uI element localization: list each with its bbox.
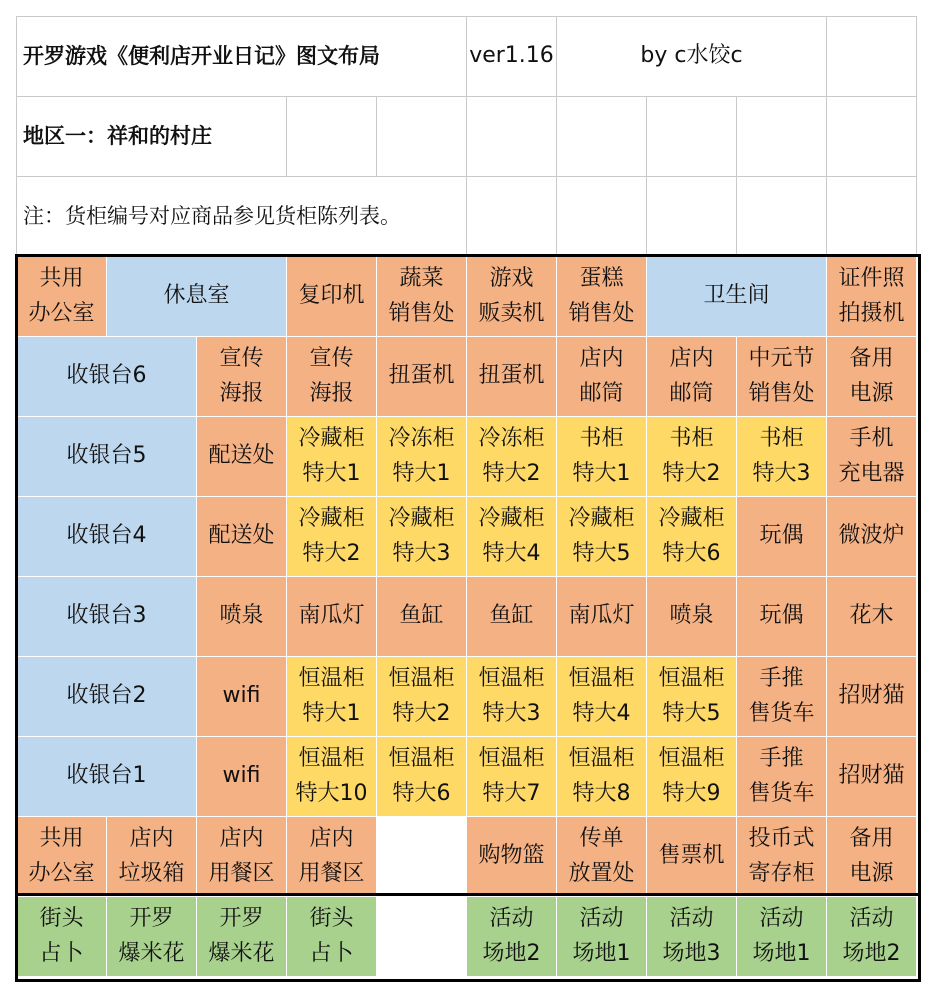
- floor-cell-label: 电源: [849, 380, 894, 406]
- floor-cell: [287, 897, 377, 977]
- floor-cell: [197, 577, 287, 657]
- floor-cell-label: 特大5: [662, 700, 721, 726]
- empty-cell: [827, 97, 917, 177]
- floor-cell-label: 拍摄机: [838, 300, 905, 326]
- empty-cell: [647, 97, 737, 177]
- empty-cell: [467, 97, 557, 177]
- floor-cell-label: wifi: [222, 763, 261, 789]
- floor-cell: [377, 577, 467, 657]
- floor-cell-label: 招财猫: [838, 683, 905, 709]
- floor-cell: [107, 897, 197, 977]
- floor-cell-label: 冷藏柜: [568, 506, 635, 532]
- floor-row: [17, 257, 917, 337]
- floor-cell-label: 邮筒: [669, 380, 714, 406]
- floor-cell: [737, 577, 827, 657]
- floor-cell: [197, 337, 287, 417]
- floor-cell: [557, 897, 647, 977]
- floor-cell-label: 配送处: [208, 523, 275, 549]
- floor-cell: [467, 337, 557, 417]
- floor-cell: [287, 497, 377, 577]
- floor-cell: [17, 417, 197, 497]
- floor-cell-label: 游戏: [489, 266, 534, 292]
- floor-cell-label: 花木: [849, 603, 894, 629]
- floor-cell-label: 恒温柜: [658, 746, 725, 772]
- layout-sheet: [16, 16, 917, 977]
- floor-cell: [287, 417, 377, 497]
- floor-cell-label: 特大4: [482, 540, 541, 566]
- floor-cell-label: 用餐区: [208, 860, 275, 886]
- area-title: 地区一：祥和的村庄: [17, 97, 287, 177]
- floor-cell-label: 开罗: [129, 906, 174, 932]
- floor-cell-label: 特大2: [662, 460, 721, 486]
- floor-cell: [197, 497, 287, 577]
- floor-cell-label: 店内: [579, 346, 624, 372]
- floor-cell: [197, 897, 287, 977]
- floor-cell-label: 恒温柜: [298, 666, 365, 692]
- floor-cell-label: 扭蛋机: [388, 363, 455, 389]
- floor-cell-label: 恒温柜: [388, 666, 455, 692]
- floor-cell-label: 海报: [219, 380, 264, 406]
- floor-cell-label: 喷泉: [219, 603, 264, 629]
- floor-cell-label: 书柜: [759, 426, 804, 452]
- floor-cell-label: 特大3: [482, 700, 541, 726]
- floor-cell-label: 传单: [579, 826, 624, 852]
- floor-cell-label: 收银台5: [66, 443, 147, 469]
- floor-cell: [827, 897, 917, 977]
- floor-cell: [647, 737, 737, 817]
- floor-cell-label: 收银台1: [66, 763, 147, 789]
- floor-cell-label: 蛋糕: [579, 266, 624, 292]
- floor-row: [17, 497, 917, 577]
- floor-cell-label: 寄存柜: [748, 860, 815, 886]
- floor-cell-label: 恒温柜: [568, 746, 635, 772]
- floor-cell: [737, 817, 827, 897]
- floor-cell-label: 开罗: [219, 906, 264, 932]
- floor-cell-label: 活动: [489, 906, 534, 932]
- floor-cell: [17, 737, 197, 817]
- floor-cell-label: 鱼缸: [489, 603, 534, 629]
- floor-cell: [197, 737, 287, 817]
- floor-cell: [17, 817, 107, 897]
- empty-cell: [557, 97, 647, 177]
- floor-cell: [557, 497, 647, 577]
- floor-cell: [377, 497, 467, 577]
- floor-cell: [287, 337, 377, 417]
- floor-cell-label: 街头: [309, 906, 354, 932]
- floor-cell-label: 占卜: [39, 940, 84, 966]
- floor-cell-label: 街头: [39, 906, 84, 932]
- floor-cell-label: 备用: [849, 346, 894, 372]
- empty-cell: [737, 97, 827, 177]
- floor-cell: [467, 577, 557, 657]
- floor-cell: [377, 417, 467, 497]
- floor-cell-label: 场地3: [662, 940, 721, 966]
- floor-cell-label: 南瓜灯: [298, 603, 365, 629]
- floor-row: [17, 897, 917, 977]
- floor-row: [17, 657, 917, 737]
- floor-cell-label: 充电器: [838, 460, 905, 486]
- floor-cell: [17, 577, 197, 657]
- author-label: by c水饺c: [557, 17, 827, 97]
- floor-cell-label: 投币式: [748, 826, 815, 852]
- floor-cell-label: 爆米花: [118, 940, 185, 966]
- floor-cell-label: 恒温柜: [478, 746, 545, 772]
- floor-cell: [647, 577, 737, 657]
- floor-cell-label: 特大7: [482, 780, 541, 806]
- floor-cell-label: 办公室: [28, 300, 95, 326]
- floor-row: [17, 337, 917, 417]
- floor-cell: [287, 577, 377, 657]
- floor-cell-label: 配送处: [208, 443, 275, 469]
- floor-cell: [287, 737, 377, 817]
- floor-cell-label: 特大1: [302, 460, 361, 486]
- floor-cell-label: 特大1: [302, 700, 361, 726]
- floor-cell-label: 恒温柜: [298, 746, 365, 772]
- floor-cell: [17, 897, 107, 977]
- floor-cell-label: 店内: [219, 826, 264, 852]
- floor-cell: [377, 337, 467, 417]
- floor-cell-label: 恒温柜: [658, 666, 725, 692]
- floor-cell: [737, 657, 827, 737]
- empty-cell: [377, 817, 467, 897]
- floor-cell: [827, 577, 917, 657]
- floor-cell: [557, 257, 647, 337]
- floor-cell-label: 占卜: [309, 940, 354, 966]
- floor-cell: [467, 737, 557, 817]
- floor-cell: [827, 817, 917, 897]
- floor-cell-label: 店内: [129, 826, 174, 852]
- floor-cell-label: 特大5: [572, 540, 631, 566]
- floor-cell: [737, 897, 827, 977]
- empty-cell: [287, 97, 377, 177]
- floor-cell: [17, 337, 197, 417]
- floor-cell-label: 场地1: [752, 940, 811, 966]
- floor-cell-label: 特大2: [482, 460, 541, 486]
- floor-cell: [107, 257, 287, 337]
- floor-cell-label: 特大1: [392, 460, 451, 486]
- empty-cell: [377, 897, 467, 977]
- floor-cell-label: 收银台4: [66, 523, 147, 549]
- floor-cell-label: 玩偶: [759, 603, 804, 629]
- floor-cell-label: 卫生间: [703, 283, 770, 309]
- floor-cell-label: 销售处: [388, 300, 455, 326]
- floor-cell: [377, 657, 467, 737]
- floor-cell-label: 冷藏柜: [478, 506, 545, 532]
- floor-cell-label: 售货车: [748, 780, 815, 806]
- floor-cell-label: 喷泉: [669, 603, 714, 629]
- floor-cell: [197, 417, 287, 497]
- floor-cell-label: 证件照: [838, 266, 905, 292]
- floor-cell-label: 恒温柜: [388, 746, 455, 772]
- empty-cell: [377, 97, 467, 177]
- floor-cell: [467, 257, 557, 337]
- floor-cell-label: 宣传: [219, 346, 264, 372]
- floor-cell-label: 办公室: [28, 860, 95, 886]
- floor-cell-label: 扭蛋机: [478, 363, 545, 389]
- floor-cell: [287, 817, 377, 897]
- floor-cell-label: 特大2: [392, 700, 451, 726]
- empty-cell: [647, 177, 737, 257]
- floor-cell-label: 恒温柜: [568, 666, 635, 692]
- floor-row: [17, 577, 917, 657]
- floor-cell-label: 邮筒: [579, 380, 624, 406]
- floor-cell-label: 场地2: [842, 940, 901, 966]
- floor-cell-label: 鱼缸: [399, 603, 444, 629]
- floor-cell-label: 电源: [849, 860, 894, 886]
- floor-cell-label: 收银台3: [66, 603, 147, 629]
- floor-cell: [647, 337, 737, 417]
- floor-cell-label: 招财猫: [838, 763, 905, 789]
- floor-cell-label: 中元节: [748, 346, 815, 372]
- floor-cell: [647, 417, 737, 497]
- floor-cell: [647, 497, 737, 577]
- floor-cell: [737, 497, 827, 577]
- floor-cell-label: 海报: [309, 380, 354, 406]
- floor-cell-label: 用餐区: [298, 860, 365, 886]
- floor-cell: [467, 497, 557, 577]
- floor-cell: [197, 657, 287, 737]
- empty-cell: [557, 177, 647, 257]
- empty-cell: [467, 177, 557, 257]
- floor-cell-label: 书柜: [579, 426, 624, 452]
- title-row: [17, 17, 917, 97]
- floor-cell: [827, 657, 917, 737]
- floor-cell-label: 购物篮: [478, 843, 545, 869]
- floor-cell: [197, 817, 287, 897]
- floor-cell-label: 销售处: [568, 300, 635, 326]
- floor-cell-label: 特大4: [572, 700, 631, 726]
- floor-cell: [17, 257, 107, 337]
- floor-cell-label: 特大8: [572, 780, 631, 806]
- floor-cell: [557, 577, 647, 657]
- floor-cell: [557, 657, 647, 737]
- floor-cell-label: 南瓜灯: [568, 603, 635, 629]
- floor-cell: [557, 337, 647, 417]
- floor-cell: [377, 737, 467, 817]
- floor-cell-label: 爆米花: [208, 940, 275, 966]
- floor-cell-label: 蔬菜: [399, 266, 444, 292]
- floor-cell-label: 玩偶: [759, 523, 804, 549]
- empty-cell: [827, 17, 917, 97]
- floor-cell: [827, 257, 917, 337]
- floor-cell: [107, 817, 197, 897]
- floor-row: [17, 417, 917, 497]
- floor-cell: [557, 817, 647, 897]
- floor-cell-label: 活动: [849, 906, 894, 932]
- floor-cell-label: 特大10: [295, 780, 368, 806]
- floor-cell-label: 复印机: [298, 283, 365, 309]
- floor-cell: [467, 897, 557, 977]
- floor-cell-label: 特大3: [752, 460, 811, 486]
- floor-cell-label: 特大2: [302, 540, 361, 566]
- floor-cell: [827, 417, 917, 497]
- floor-cell-label: 收银台6: [66, 363, 147, 389]
- floor-cell-label: 店内: [309, 826, 354, 852]
- floor-cell-label: 冷藏柜: [388, 506, 455, 532]
- floor-cell: [827, 497, 917, 577]
- floor-cell-label: 售票机: [658, 843, 725, 869]
- floor-cell-label: 手机: [849, 426, 894, 452]
- floor-cell: [467, 657, 557, 737]
- floor-cell-label: wifi: [222, 683, 261, 709]
- floor-cell: [467, 817, 557, 897]
- floor-cell: [737, 417, 827, 497]
- floor-cell-label: 微波炉: [838, 523, 905, 549]
- floor-cell: [737, 737, 827, 817]
- floor-cell-label: 手推: [759, 746, 804, 772]
- sheet-title: 开罗游戏《便利店开业日记》图文布局: [17, 17, 467, 97]
- floor-cell-label: 贩卖机: [478, 300, 545, 326]
- note-row: [17, 177, 917, 257]
- version-label: ver1.16: [467, 17, 557, 97]
- floor-cell-label: 特大6: [662, 540, 721, 566]
- floor-cell-label: 特大9: [662, 780, 721, 806]
- floor-cell-label: 售货车: [748, 700, 815, 726]
- floor-cell-label: 店内: [669, 346, 714, 372]
- floor-cell-label: 休息室: [163, 283, 230, 309]
- floor-cell-label: 手推: [759, 666, 804, 692]
- floor-cell-label: 冷藏柜: [298, 426, 365, 452]
- floor-cell: [827, 737, 917, 817]
- floor-cell: [17, 497, 197, 577]
- floor-cell-label: 恒温柜: [478, 666, 545, 692]
- floor-cell-label: 特大6: [392, 780, 451, 806]
- floor-cell-label: 冷冻柜: [478, 426, 545, 452]
- floor-cell: [17, 657, 197, 737]
- floor-cell: [557, 417, 647, 497]
- floor-cell: [737, 337, 827, 417]
- floor-cell-label: 活动: [669, 906, 714, 932]
- floor-cell-label: 场地2: [482, 940, 541, 966]
- floor-cell-label: 备用: [849, 826, 894, 852]
- floor-cell: [557, 737, 647, 817]
- floor-row: [17, 817, 917, 897]
- floor-cell-label: 场地1: [572, 940, 631, 966]
- floor-cell: [647, 897, 737, 977]
- area-row: [17, 97, 917, 177]
- floor-cell-label: 共用: [39, 826, 84, 852]
- floor-cell-label: 冷冻柜: [388, 426, 455, 452]
- floor-cell: [647, 657, 737, 737]
- floor-cell-label: 活动: [759, 906, 804, 932]
- floor-cell: [647, 257, 827, 337]
- floor-cell-label: 销售处: [748, 380, 815, 406]
- empty-cell: [737, 177, 827, 257]
- floor-cell: [467, 417, 557, 497]
- floor-cell-label: 垃圾箱: [118, 860, 185, 886]
- floor-cell-label: 特大3: [392, 540, 451, 566]
- floor-cell-label: 共用: [39, 266, 84, 292]
- note-text: 注：货柜编号对应商品参见货柜陈列表。: [17, 177, 467, 257]
- floor-cell-label: 收银台2: [66, 683, 147, 709]
- floor-cell: [287, 257, 377, 337]
- floor-cell-label: 放置处: [568, 860, 635, 886]
- floor-cell: [827, 337, 917, 417]
- floor-cell-label: 活动: [579, 906, 624, 932]
- floor-cell: [287, 657, 377, 737]
- floor-row: [17, 737, 917, 817]
- floor-cell-label: 冷藏柜: [298, 506, 365, 532]
- floor-cell-label: 特大1: [572, 460, 631, 486]
- floor-cell-label: 冷藏柜: [658, 506, 725, 532]
- empty-cell: [827, 177, 917, 257]
- floor-cell-label: 书柜: [669, 426, 714, 452]
- floor-cell: [647, 817, 737, 897]
- floor-cell-label: 宣传: [309, 346, 354, 372]
- floor-cell: [377, 257, 467, 337]
